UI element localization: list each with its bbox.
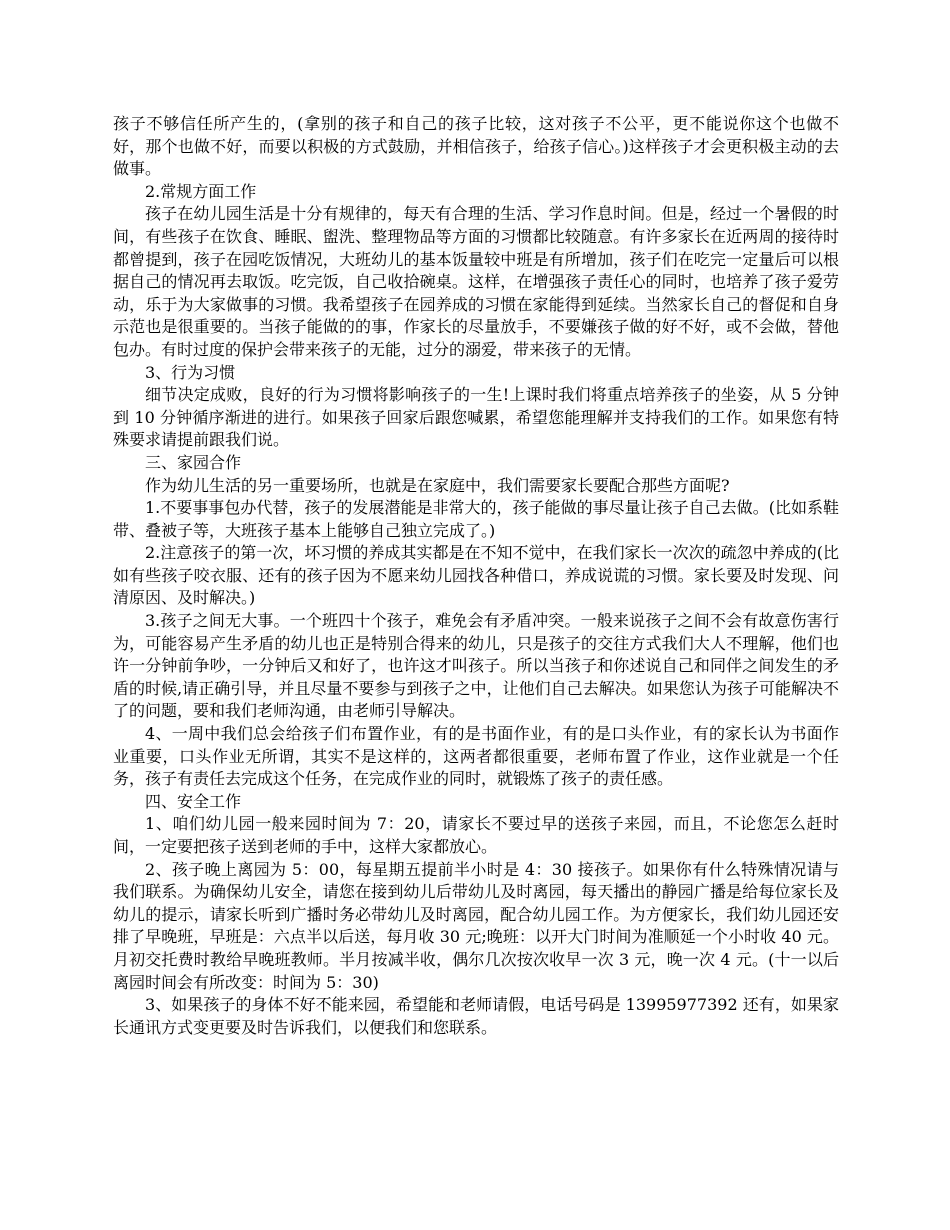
heading-home-school-cooperation: 三、家园合作 [145,452,242,472]
paragraph-cooperation-intro: 作为幼儿生活的另一重要场所，也就是在家庭中，我们需要家长要配合那些方面呢? [145,475,730,495]
paragraph-cooperation-item-3: 3.孩子之间无大事。一个班四十个孩子，难免会有矛盾冲突。一般来说孩子之间不会有故意伤害行为，可能容易产生矛盾的幼儿也正是特别合得来的幼儿，只是孩子的交往方式我们大人不理解，他们也许一分钟前争吵，一分钟后又和好了，也许这才叫孩子。所以当孩子和你述说自己和同伴之间发生的矛盾的时候,请正确引导，并且尽量不要参与到孩子之中，让他们自己去解决。如果您认为孩子可能解决不了的问题，要和我们老师沟通，由老师引导解决。 [113,611,839,721]
paragraph-cooperation-item-1: 1.不要事事包办代替，孩子的发展潜能是非常大的，孩子能做的事尽量让孩子自己去做。(比如系鞋带、叠被子等，大班孩子基本上能够自己独立完成了。) [113,498,839,540]
heading-behavior-habits: 3、行为习惯 [145,362,236,382]
paragraph-safety-item-2: 2、孩子晚上离园为 5：00，每星期五提前半小时是 4：30 接孩子。如果你有什么特殊情况请与我们联系。为确保幼儿安全，请您在接到幼儿后带幼儿及时离园，每天播出的静园广播是给每位家长及幼儿的提示，请家长听到广播时务必带幼儿及时离园，配合幼儿园工作。为方便家长，我们幼儿园还安排了早晚班，早班是：六点半以后送，每月收 30 元;晚班：以开大门时间为准顺延一个小时收 40 元。月初交托费时教给早晚班教师。半月按减半收，偶尔几次按次收早一次 3 元，晚一次 4 元。(十一以后离园时间会有所改变：时间为 5：30) [113,859,839,992]
paragraph-safety-item-3: 3、如果孩子的身体不好不能来园，希望能和老师请假，电话号码是 13995977392 还有，如果家长通讯方式变更要及时告诉我们，以便我们和您联系。 [113,995,839,1037]
paragraph-routine-work: 孩子在幼儿园生活是十分有规律的，每天有合理的生活、学习作息时间。但是，经过一个暑假的时间，有些孩子在饮食、睡眠、盥洗、整理物品等方面的习惯都比较随意。有许多家长在近两周的接待时都曾提到，孩子在园吃饭情况，大班幼儿的基本饭量较中班是有所增加，孩子们在吃完一定量后可以根据自己的情况再去取饭。吃完饭，自己收拾碗桌。这样，在增强孩子责任心的同时，也培养了孩子爱劳动，乐于为大家做事的习惯。我希望孩子在园养成的习惯在家能得到延续。当然家长自己的督促和自身示范也是很重要的。当孩子能做的的事，作家长的尽量放手，不要嫌孩子做的好不好，或不会做，替他包办。有时过度的保护会带来孩子的无能，过分的溺爱，带来孩子的无情。 [113,204,839,359]
paragraph-cooperation-item-2: 2.注意孩子的第一次，坏习惯的养成其实都是在不知不觉中，在我们家长一次次的疏忽中养成的(比如有些孩子咬衣服、还有的孩子因为不愿来幼儿园找各种借口，养成说谎的习惯。家长要及时发现、问清原因、及时解决。) [113,543,839,608]
document-page [113,113,839,1039]
paragraph-cooperation-item-4: 4、一周中我们总会给孩子们布置作业，有的是书面作业，有的是口头作业，有的家长认为书面作业重要，口头作业无所谓，其实不是这样的，这两者都很重要，老师布置了作业，这作业就是一个任务，孩子有责任去完成这个任务，在完成作业的同时，就锻炼了孩子的责任感。 [113,724,839,789]
heading-routine-work: 2.常规方面工作 [145,181,257,201]
paragraph-safety-item-1: 1、咱们幼儿园一般来园时间为 7：20，请家长不要过早的送孩子来园，而且，不论您怎么赶时间，一定要把孩子送到老师的手中，这样大家都放心。 [113,814,839,856]
paragraph-behavior-habits: 细节决定成败，良好的行为习惯将影响孩子的一生!上课时我们将重点培养孩子的坐姿，从 5 分钟到 10 分钟循序渐进的进行。如果孩子回家后跟您喊累，希望您能理解并支持我们的工作。如果您有特殊要求请提前跟我们说。 [113,385,839,450]
paragraph-trust-continued: 孩子不够信任所产生的，(拿别的孩子和自己的孩子比较，这对孩子不公平，更不能说你这个也做不好，那个也做不好，而要以积极的方式鼓励，并相信孩子，给孩子信心。)这样孩子才会更积极主动的去做事。 [113,114,839,179]
heading-safety-work: 四、安全工作 [145,791,242,811]
